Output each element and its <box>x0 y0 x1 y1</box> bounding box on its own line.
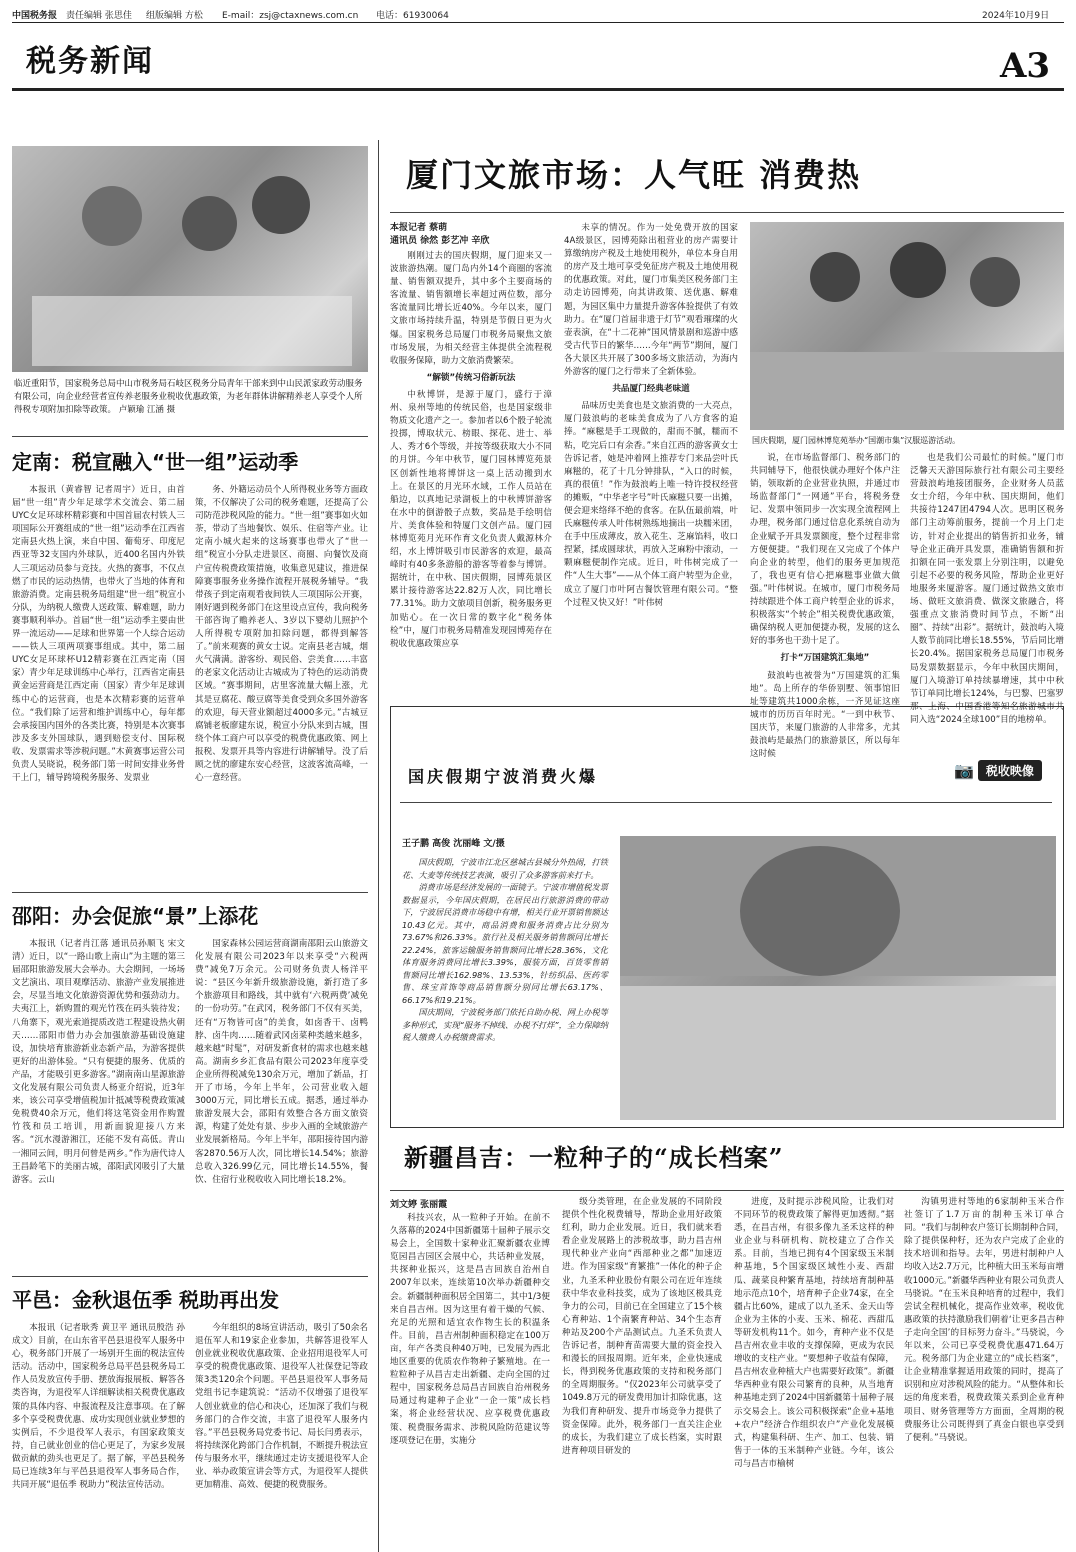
xiamen-column-4: 也是我们公司最忙的时候。”厦门市泛馨天天游国际旅行社有限公司主要经营鼓浪屿地接团服务，企业财务人员蓝女士介绍，今年中秋、国庆期间，他们共接待1247团4794人次。思明区税务部门主动筹前服务，提前一个月上门走访，针对企业提出的销售折扣业务，辅导企业正确开具发票，准确销售额和折扣额在同一张发票上分别注明，以避免引起不必要的税务风险，帮助企业更好地服务来厦游客。厦门通过做热文旅市场、做旺文旅消费、做深文旅融合，将强重点文旅消费时间节点，不断“出圈”、持续“出彩”。据统计，鼓浪屿入境人数节前同比增长18.55%，节后同比增长20.4%。据国家税务总局厦门市税务局发票数据显示，今年中秋国庆期间，厦门入境游订单持续暴增速，其中中秋节订单同比增长124%，与巴黎、巴塞罗那、上海、中国香港等知名旅游城市共同入选“2024全球100”目的地榜单。 <box>910 453 1064 725</box>
ningbo-headline: 国庆假期宁波消费火爆 <box>408 767 599 786</box>
divider <box>400 802 1052 803</box>
photo1-caption: 临近重阳节，国家税务总局中山市税务局石岐区税务分局青年干部来到中山民派家政劳动服务有限公司，向企业经营者宣传养老服务业税收优惠政策，为老年群体讲解精养老人享受个人所得税专项附加扣除等政策。 卢颖瑜 江涵 摄 <box>14 379 363 415</box>
phone: 电话：61930064 <box>376 11 449 21</box>
xiamen-headline: 厦门文旅市场：人气旺 消费热 <box>406 156 862 194</box>
xinjiang-column-1: 科技兴农，从一粒种子开始。在前不久落幕的2024中国新疆第十届种子展示交易会上，全国数十家种业汇聚新疆农业博览园昌吉园区会展中心，共话种业发展，共探种业振兴，这是昌吉回族自治州自2007年以来，连续第10次举办新疆种交会。新疆制种面积居全国第二，其中1/3便来自昌吉州。因为这里有着干燥的气候、充足的光照和适宜农作物生长的积温条件。目前，昌吉州制种面积稳定在100万亩，年产各类良种40万吨，已发展为西北地区重要的优质农作物种子繁殖地。在一粒粒种子从昌吉走出新疆、走向全国的过程中，国家税务总局昌吉回族自治州税务局通过构建种子企业“一企一策”成长档案，将企业经营状况、应享税费优惠政策、税费服务需求、涉税风险防范建议等逐项登记在册，实施分 <box>390 1213 550 1446</box>
section-title: 税务新闻 <box>26 44 154 79</box>
page-number: A3 <box>1000 46 1051 86</box>
issue-date: 2024年10月9日 <box>982 11 1050 21</box>
ningbo-byline: 王子鹏 高俊 沈丽峰 文/摄 <box>402 839 505 849</box>
divider <box>390 212 1064 213</box>
photo-tax-officers-elderly <box>12 146 368 372</box>
xiamen-subhead-3: 打卡“万国建筑汇集地” <box>780 653 870 664</box>
divider <box>12 892 368 893</box>
shaoyang-headline: 邵阳：办会促旅“景”上添花 <box>12 904 259 928</box>
email: E-mail：zsj@ctaxnews.com.cn <box>222 11 359 21</box>
paper-name: 中国税务报 <box>12 11 58 21</box>
xiamen-byline-correspondents: 通讯员 徐然 彭艺冲 辛欣 <box>390 236 490 246</box>
xinjiang-column-2: 级分类管理，在企业发展的不同阶段提供个性化税费辅导，帮助企业用好政策红利，助力企业发展。近日，我们就来看看企业发展路上的涉税故事，助力昌吉州现代种业产业向“西部种业之都”加速迈进。作为国家级“育繁推”一体化的种子企业，九圣禾种业股份有限公司在近年连续获中华农业科技奖，成为了该地区极具竞争力的公司，目前已在全国建立了15个核心育种站、1个南繁育种站、34个生态育种站及200个产品测试点。九圣禾负责人告诉记者，制种育苗需要大量的资金投入和漫长的回报周期。近年来，企业快速成长，得到税务优惠政策的支持和税务部门的全周期服务。“仅2023年公司就享受了1049.8万元的研发费用加计扣除优惠，这为我们育种研发、提升市场竞争力提供了资金保障。此外，税务部门一直关注企业的成长，为我们建立了成长档案，实时跟进育种项目研发的 <box>562 1197 722 1456</box>
column-divider <box>378 140 379 1552</box>
pingyi-column-1: 本报讯（记者耿秀 黄卫平 通讯员殷浩 孙成文）目前，在山东省平邑县退役军人服务中心，税务部门开展了一场别开生面的税法宣传活动。活动中，国家税务总局平邑县税务局工作人员发放宣传手册、摆放海报展板、解答各类咨询，为退役军人详细解读相关税费优惠政策的具体内容、申报流程及注意事项。在了解多个享受税费优惠、成功实现创业就业梦想的实例后，不少退役军人表示，有国家政策支持，自己就业创业的信心更足了，为家乡发展做贡献的劲头也更足了。据了解，平邑县税务局已连续3年与平邑县退役军人事务局合作，共同开展“退伍季 税助力”税法宣传活动。 <box>12 1323 185 1491</box>
xinjiang-column-3: 进度，及时提示涉税风险，让我们对不同环节的税费政策了解得更加透彻。”据悉，在昌吉州，有很多像九圣禾这样的种业企业与科研机构、院校建立了合作关系。目前，当地已拥有4个国家级玉米制种基地，5个国家级区域性小麦、西甜瓜、蔬菜良种繁育基地，持续培育制种基地示范点10个，培育种子企业74家，在全疆占比60%，建成了以九圣禾、金天山等企业为主体的小麦、玉米、棉花、西甜瓜等研发机构11个。如今，育种产业不仅是昌吉州农业丰收的支撑保障，更成为农民增收的支柱产业。“要想种子收益有保障，昌吉州农业种植大户也需要好政策”。新疆华西种业有限公司繁育的良种，从当地育种基地走到了2024中国新疆第十届种子展示交易会上。该公司积极探索“企业+基地+农户”经济合作组织农户”产业化发展模式，构建集科研、生产、加工、包装、销售于一体的玉米制种产业链。今年，该公司与昌吉市榆树 <box>734 1197 894 1469</box>
pingyi-headline: 平邑：金秋退伍季 税助再出发 <box>12 1288 279 1312</box>
xiamen-subhead-2: 共品厦门经典老味道 <box>612 384 690 395</box>
pingyi-column-2: 今年组织的8场宣讲活动，吸引了50余名退伍军人和19家企业参加，共解答退役军人创业就业税收优惠政策、企业招用退役军人可享受的税费优惠政策、退役军人社保登记等政策3类120余个问题。平邑县退役军人事务局党组书记李建筑说：“活动不仅增强了退役军人创业就业的信心和决心，还加深了我们与税务部门的合作交流，丰富了退役军人服务内容。”平邑县税务局党委书记、局长闫勇表示，将持续深化跨部门合作机制，不断提升税法宣传与服务水平，继续通过走访支援退役军人企业、举办政策宣讲会等方式，为退役军人提供更加精准、高效、便捷的税费服务。 <box>195 1323 368 1491</box>
header-rule <box>12 22 1064 23</box>
xiamen-subhead-1: “解锁”传统习俗新玩法 <box>426 372 516 383</box>
xiamen-column-3: 说，在市场监督部门、税务部门的共同辅导下，他很快就办理好个体户注销，领取新的企业营业执照，并通过市场监督部门“一网通”平台，将税务登记、发票申领同步一次实现全流程网上办理，税务部门通过信息化系统自动为企业赋予开具发票额度，整个过程非常方便便捷。“我们现在又完成了个体户向企业的转型，他们的服务更加规范了，我也更有信心把麻糍事业做大做强。”叶伟树说。在城市，厦门市税务局持续跟进个体工商户转型企业的诉求，积极落实“个转企”相关税费优惠政策，确保纳税人更加便捷办税，发展的这么好的事务也干劲十足了。 打卡“万国建筑汇集地” 鼓浪屿也被誉为“万国建筑的汇集地”。岛上所存的华侨别墅、领事馆旧址等建筑共1000余栋，一齐见证这座城市的历历百年时光。“一到中秋节、国庆节，来厦门旅游的人非常多，尤其鼓浪屿是最热门的旅游景区，所以每年这时候 <box>750 453 900 760</box>
shaoyang-column-1: 本报讯（记者肖江落 通讯员孙顺飞 宋文清）近日，以“一路山歌上南山”为主题的第三届邵阳旅游发展大会举办。大会期间，一场场文艺演出、项目观摩活动、旅游产业发展推进会，尽显当地文化旅游资源优势和强劲动力。夫夷江上，新购置的观光竹筏在码头装待发；八角寨下，观光索道提质改造工程建设热火朝天……邵阳市借力办会加强旅游基础设施建设，加快培育旅游新业态新产品，为游客提供更好的出游体验。“只有便捷的服务、优质的产品，才能吸引更多游客。”湖南南山星源旅游文化发展有限公司负责人杨亚介绍说，近3年来，该公司享受增值税加计抵减等税费政策减免税费40余万元，他们将这笔资金用作购置竹筏和员工培训，用新面貌迎接八方来客。“沉水漫游湘江，还能不发有高低。青山一湘同云间，明月何曾是两乡。”作为唐代诗人王昌龄笔下的美丽古城，邵阳武冈吸引了大量游客。云山 <box>12 939 185 1185</box>
xinjiang-byline: 刘文婷 张丽霞 <box>390 1200 448 1210</box>
photo-ningbo-performance <box>620 836 1056 1120</box>
xinjiang-column-4: 沟镇男进村等地的6家制种玉米合作社签订了1.7万亩的制种玉米订单合同。“我们与制种农户签订长期制种合同，除了提供保种籽，还为农户完成了企业的技术培训和指导。去年，男进村制种户人均收入达2.7万元，比种植大田玉米每亩增收1000元。”新疆华西种业有限公司负责人马骁说。“在玉米良种培育的过程中，我们尝试全程机械化，提高作业效率，税收优惠政策的扶持激励我们朝着‘让更多昌吉种子走向全国’的目标努力奋斗。”马骁说，今年以来，公司已享受税费优惠471.64万元。税务部门为企业建立的“成长档案”，让企业精准掌握适用政策的同时，提高了识别和应对涉税风险的能力。“从整体和长远的角度来看，税费政策关系到企业育种项目、财务管理等方方面面，全周期的税费服务让公司既得到了真金白银也享受到了便利。”马骁说。 <box>904 1197 1064 1443</box>
photo1-credit: 卢颖瑜 江涵 摄 <box>118 405 176 415</box>
dingnan-column-1: 本报讯（黄睿智 记者周宇）近日，由首届“世一组”青少年足球学术交流会、第二届UYC女足环球杯精彩赛和中国首届农村铁人三项国际公开赛组成的“世一组”运动季在江西省定南县火热上演，来自中国、葡萄牙、印度尼西亚等32支国内外球队，近400名国内外铁人三项运动员参与竞技。火热的赛事，不仅点燃了市民的运动热情，也带火了当地的体育和旅游消费。定南县税务局组建“世一组”税宣小分队，为纳税人缴费人送政策、解难题，助力赛事顺利举办。首届“世一组”运动季主要由世界一流运动——足球和世界第一个人综合运动——铁人三项两项赛事组成。其中，第二届UYC女足环球杯U12精彩赛在江西定南（国家）青少年足球训练中心举行，江西省定南县黄金运营商是江西定南（国家）青少年足球训练中心的运营商，也是本次精彩赛的运营单位。“我们除了运营和维护训练中心，每年都会承接国内国外的各类比赛，特别是本次赛事涉及多支外国球队，遇到赔偿支付、国际税收、发票需求等涉税问题。”木黄赛事运营公司负责人吴晓说，税务部门第一时间安排业务骨干上门，辅导跨境税务服务、发票业 <box>12 485 185 784</box>
dingnan-headline: 定南：税宣融入“世一组”运动季 <box>12 450 299 474</box>
divider <box>390 1190 1064 1191</box>
divider <box>12 1276 368 1277</box>
layout-editor: 组版编辑 方松 <box>146 11 203 21</box>
dingnan-column-2: 务、外籍运动员个人所得税业务等方面政策，不仅解决了公司的税务难题，还提高了公司防范涉税风险的能力。“世一组”赛事如火如荼，带动了当地餐饮、娱乐、住宿等产业。让定南小城火起来的这场赛事也带火了“世一组”税宣小分队走进景区、商圈、向餐饮及商户宣传税费政策措施，收集意见建议，推进保障赛事服务业务操作流程开展税务辅导。“我带孩子到定南观看夜间铁人三项国际公开赛，刚好遇到税务部门在这里设点宣传，我向税务干部咨询了赡养老人、3岁以下婴幼儿照护个人所得税专项附加扣除问题，都得到解答了。”前来观赛的黄女士说。定南县老吉城，烟火气满满。游客纷、观民俗、尝美食……丰富的老家文化活动让古城成为了特色的运动消费区域。“赛事期间，店里客流量大幅上涨，尤其是豆腐花、酸豆腐等美食受到众多国外游客的欢迎，每天营业额超过4000多元。”古城豆腐铺老板廖建东说，税宣小分队来到古城，围绕个体工商户可以享受的税费优惠政策、网上报税、发票开具等内容进行讲解辅导。没了后顾之忧的廖建东安心经营，这波客流高峰，一心一意经营。 <box>195 485 368 784</box>
xiamen-column-1: 刚刚过去的国庆假期，厦门迎来又一波旅游热潮。厦门岛内外14个商圈的客流量、销售额双提升，其中多个主要商场的客流量、销售额增长率超过两位数，部分客流量同比增长近40%。今年以来，厦门文旅市场持续升温，特别是节假日更为火爆。国家税务总局厦门市税务局聚焦文旅市场发展，为相关经营主体提供全流程税收服务保障，助力文旅消费繁荣。 “解锁”传统习俗新玩法 中秋博饼，是源于厦门，盛行于漳州、泉州等地的传统民俗，也是国家级非物质文化遗产之一。参加者以6个骰子轮流投掷，博取状元、榜眼、探花、进士、举人、秀才6个等级，并按等级获取大小不同的月饼。今年中秋节，厦门园林博览苑景区创新性地将博饼这一桌上活动搬到水上。在景区的月光环水域，工作人员站在船边，以真地记录湖板上的中秋博饼游客在水中的倒游骰子点数，奖品是手绘明信片、美食体验和特厦门文创产品。厦门园林博览苑月光环作育文化负责人戴源林介绍，水上博饼吸引市民游客的欢迎，最高峰时有40多条游船的游客等着参与博饼。据统计，在中秋、国庆假期，园博苑景区累计接待游客达22.82万人次，同比增长77.31%。助力文旅项目创新，税务服务更加贴心。在一次日常的数字化“税务体检”中，厦门市税务局精准发现园博苑存在税收优惠政策应享 <box>390 251 552 649</box>
xiamen-byline-reporter: 本报记者 蔡萌 <box>390 223 448 233</box>
camera-icon: 📷 <box>954 761 974 780</box>
ningbo-text: 国庆假期，宁波市江北区慈城古县城分外热闹，打铁花、大麦等传统技艺表演，吸引了众多游客前来打卡。 消费市场是经济发展的一面镜子。宁波市增值税发票数据显示，今年国庆假期，在居民出行旅游消费的带动下，宁波居民消费市场稳中有增，相关行业开票销售额达10.43亿元。其中，商品消费和服务消费占比分别为73.67%和26.33%。旅行社及相关服务销售额同比增长22.24%，旅客运输服务销售额同比增长28.36%，文化体育服务消费同比增长3.39%，服装方面，百货零售销售额同比增长162.98%、13.53%，针纺织品、医药零售、珠宝首饰等商品销售额分别同比增长63.17%、66.17%和19.21%。 国庆期间，宁波税务部门依托自助办税、网上办税等多种形式，实现“服务不掉线、办税不打烊”，全力保障纳税人缴费人办税缴费需求。 <box>402 857 608 1042</box>
editor: 责任编辑 张思佳 <box>66 11 132 21</box>
xiamen-column-2: 未享的情况。作为一处免费开放的国家4A级景区，园博苑除出租营业的房产需要计算缴纳房产税及土地使用税外，单位本身自用的房产及土地可享受免征房产税及土地使用税的优惠政策。对此，厦门市集美区税务部门主动走访园博苑，向其讲政策、送优惠、解难题，为园区集中力量提升游客体验提供了有效助力。在“厦门首届非遗于灯节”观看璀璨的火壶表演，在“十二花神”国风情景剧和巡游中感受古代节日的繁华……今年“两节”期间，厦门各大景区共开展了300多场文旅活动，为海内外游客的厦门之行带来了全新体验。 共品厦门经典老味道 品味历史美食也是文旅消费的一大亮点，厦门鼓浪屿的老味美食成为了八方食客的追捧。“麻糍是手工现做的，甜而不腻，糯而不粘，吃完后口有余香。”来自江西的游客黄女士告诉记者，她是冲着网上推荐专门来品尝叶氏麻糍的，花了十几分钟排队，“入口的时候，真的很值！”作为鼓浪屿上唯一特许授权经营的摊贩，“中华老字号”叶氏麻糍只要一出摊，便会迎来络绎不绝的食客。在队伍最前端，叶氏麻糍传承人叶伟树熟练地摘出一块糯米团，在手中压成薄皮，放入花生、芝麻馅料，收口捏紧，揉成圆球状，再放入芝麻粉中滚动，一颗麻糍便制作完成。近日，叶伟树完成了一件“人生大事”——从个体工商户转型为企业，成立了厦门市叶阿吉餐饮管理有限公司。“整个过程又快又好！”叶伟树 <box>564 223 738 608</box>
shaoyang-column-2: 国家森林公园运营商湖南邵阳云山旅游文化发展有限公司2023年以来享受“六税两费”减免7万余元。公司财务负责人杨洋平说：“县区今年新升级旅游设施，新打造了多个旅游项目和路线，其中就有‘六税两费’减免的一份功劳。”在武冈，税务部门不仅有买美，还有“万物皆可卤”的美食，如卤香干、卤鸭脖、卤牛肉……随着武冈卤菜种类越来越多，越来越“时髦”，对研发新食材的需求也越来越高。湖南乡乡汇食品有限公司2023年度享受企业所得税减免130余万元，增加了新品，打开了市场，今年上半年，公司营业收入超3000万元，同比增长五成。据悉，通过举办旅游发展大会，邵阳有效整合各方面文旅资源，构建了处处有景、步步入画的全域旅游产业发展新格局。今年上半年，邵阳接待国内游客2870.56万人次，同比增长14.54%；旅游总收入326.99亿元，同比增长14.55%，餐饮、住宿行业税收收入同比增长18.2%。 <box>195 939 368 1185</box>
photo-hanfu-parade <box>750 222 1064 430</box>
divider <box>12 436 368 437</box>
masthead-rule <box>12 88 1064 91</box>
badge-label: 税收映像 <box>978 760 1042 781</box>
xiamen-photo-caption: 国庆假期，厦门园林博览苑举办“国潮市集”汉服巡游活动。 <box>752 436 961 445</box>
xinjiang-headline: 新疆昌吉：一粒种子的“成长档案” <box>404 1143 784 1172</box>
tax-image-badge <box>954 760 1042 781</box>
